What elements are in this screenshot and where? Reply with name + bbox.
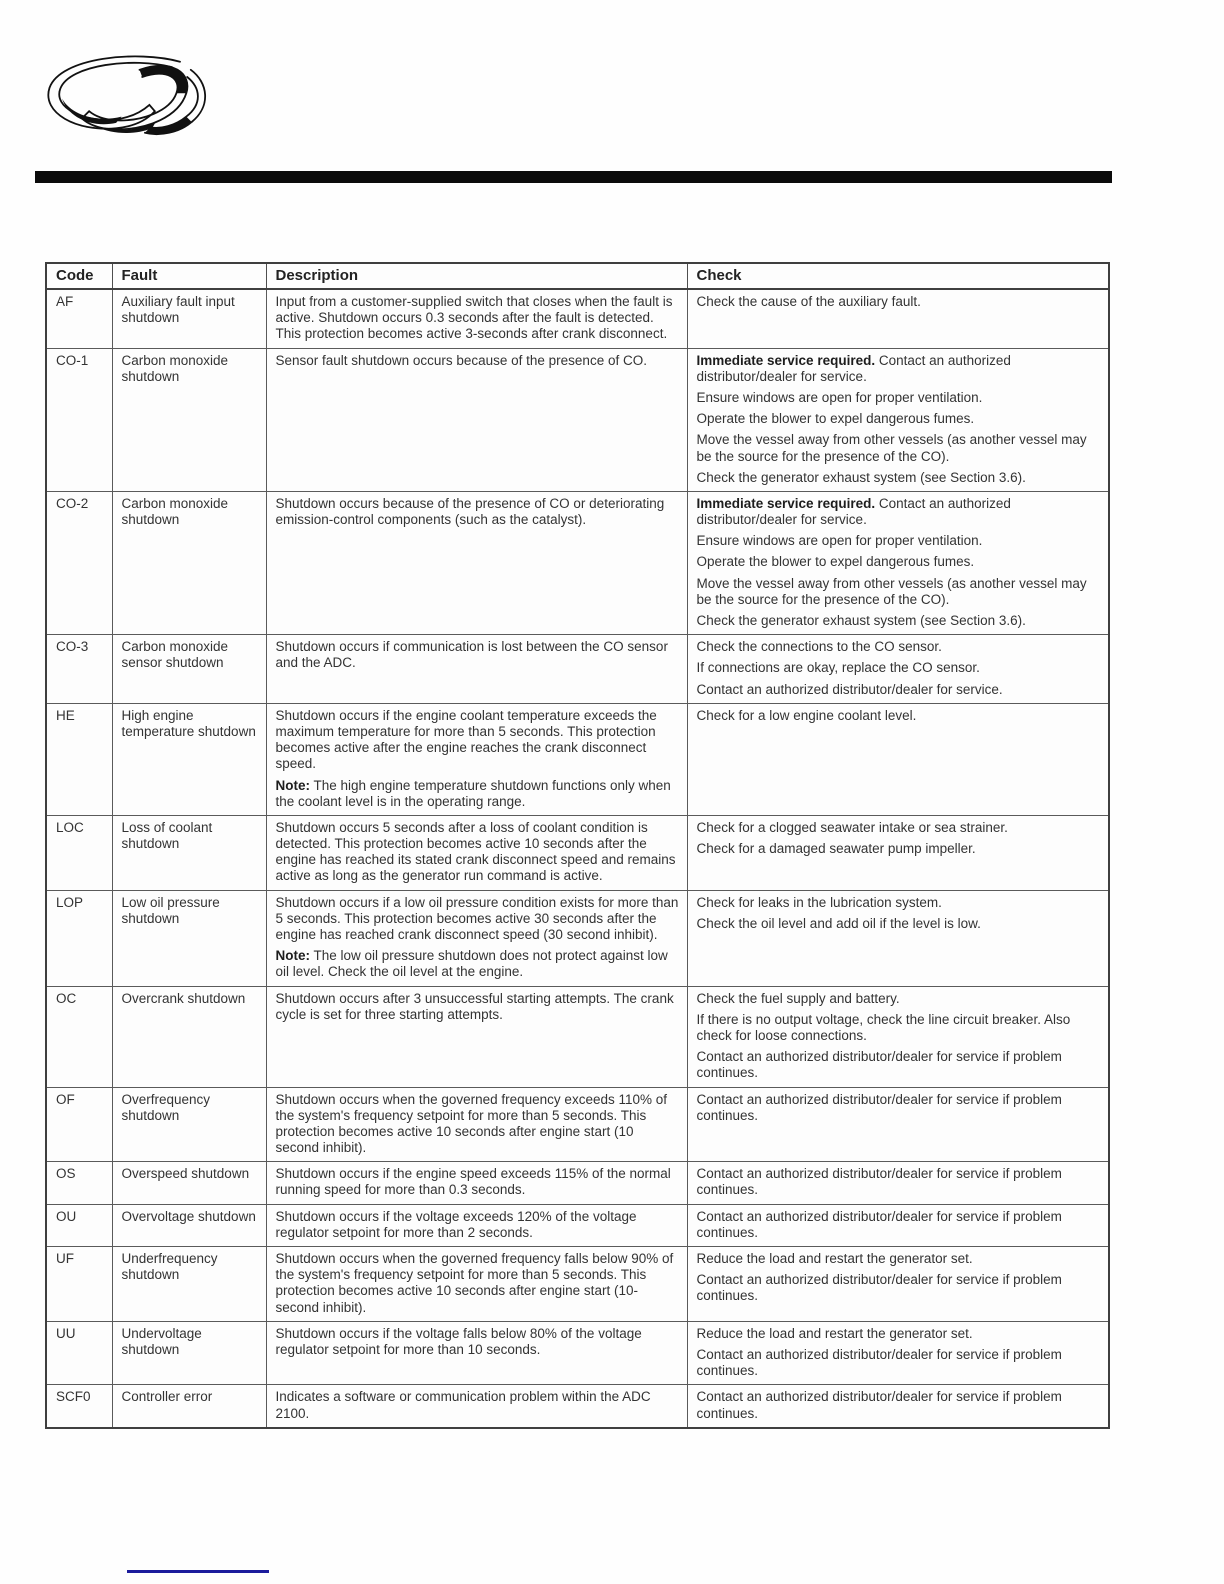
cell-paragraph: Shutdown occurs when the governed frequency falls below 90% of the system's frequency setpoint for more than 5 seconds. This protection becomes active 10 seconds after engine start (10-second inhibit).: [275, 1251, 674, 1315]
check-cell: [687, 289, 1109, 348]
fault-code-cell: CO-1: [46, 348, 112, 491]
cell-paragraph: Shutdown occurs if a low oil pressure condition exists for more than 5 seconds. This protection becomes active 30 seconds after the engine has reached crank disconnect speed (30 second inhibit).: [275, 894, 679, 942]
table-row: [46, 635, 1109, 704]
cell-paragraph: Shutdown occurs because of the presence of CO or deteriorating emission-control components (such as the catalyst).: [275, 495, 665, 528]
check-cell: [687, 635, 1109, 704]
check-cell: [687, 890, 1109, 986]
col-header-description: Description: [266, 263, 687, 289]
check-cell: [687, 491, 1109, 634]
fault-code-cell: LOP: [46, 890, 112, 986]
fault-code-table: [45, 262, 1110, 1429]
cell-paragraph: Contact an authorized distributor/dealer for service if problem continues.: [696, 1389, 1062, 1421]
check-cell: [687, 1321, 1109, 1385]
table-row: [46, 815, 1109, 890]
fault-name-cell: Carbon monoxide shutdown: [112, 491, 266, 634]
fault-code-cell: CO-2: [46, 491, 112, 634]
fault-name-cell: Overspeed shutdown: [112, 1162, 266, 1204]
cell-paragraph: If there is no output voltage, check the line circuit breaker. Also check for loose connections.: [696, 1011, 1071, 1043]
cell-paragraph: Check for a damaged seawater pump impeller.: [696, 841, 976, 857]
description-cell: [266, 1247, 687, 1322]
fault-name-cell: Overvoltage shutdown: [112, 1204, 266, 1246]
fault-name-cell: Carbon monoxide sensor shutdown: [112, 635, 266, 704]
cell-paragraph: Shutdown occurs if the engine speed exceeds 115% of the normal running speed for more than 0.3 seconds.: [275, 1166, 671, 1198]
cell-paragraph: Indicates a software or communication problem within the ADC 2100.: [275, 1389, 651, 1421]
table-row: [46, 986, 1109, 1087]
fault-name-cell: Underfrequency shutdown: [112, 1247, 266, 1322]
fault-code-cell: AF: [46, 289, 112, 348]
col-header-fault: Fault: [112, 263, 266, 289]
cell-paragraph: Check for a clogged seawater intake or sea strainer.: [696, 819, 1008, 835]
fault-code-cell: LOC: [46, 815, 112, 890]
cell-paragraph: Shutdown occurs after 3 unsuccessful starting attempts. The crank cycle is set for three starting attempts.: [275, 990, 674, 1022]
fault-code-cell: OF: [46, 1087, 112, 1162]
check-cell: [687, 1204, 1109, 1246]
cell-paragraph: Operate the blower to expel dangerous fumes.: [696, 554, 975, 570]
fault-code-cell: SCF0: [46, 1385, 112, 1428]
cell-paragraph: Check the generator exhaust system (see Section 3.6).: [696, 613, 1026, 628]
cell-paragraph: Shutdown occurs 5 seconds after a loss of coolant condition is detected. This protection becomes active 10 seconds after the engine has reached its stated crank disconnect speed and remains active as long as the generator run command is active.: [275, 819, 676, 884]
check-cell: [687, 703, 1109, 815]
fault-name-cell: Carbon monoxide shutdown: [112, 348, 266, 491]
cell-paragraph: Immediate service required. Contact an authorized distributor/dealer for service.: [696, 352, 1011, 384]
cell-paragraph: Contact an authorized distributor/dealer for service if problem continues.: [696, 1208, 1062, 1240]
brand-logo: [33, 50, 219, 140]
fault-code-cell: OU: [46, 1204, 112, 1246]
table-row: [46, 1321, 1109, 1385]
description-cell: [266, 1385, 687, 1428]
description-cell: [266, 1204, 687, 1246]
cell-paragraph: Contact an authorized distributor/dealer for service if problem continues.: [696, 1049, 1062, 1081]
fault-name-cell: Auxiliary fault input shutdown: [112, 289, 266, 348]
cell-paragraph: Shutdown occurs if the engine coolant temperature exceeds the maximum temperature for more than 5 seconds. This protection becomes active after the engine reaches the crank disconnect speed.: [275, 707, 657, 772]
fault-name-cell: Overcrank shutdown: [112, 986, 266, 1087]
col-header-code: Code: [46, 263, 112, 289]
check-cell: [687, 1087, 1109, 1162]
cell-paragraph: Contact an authorized distributor/dealer for service if problem continues.: [696, 1166, 1062, 1198]
table-row: [46, 1247, 1109, 1322]
check-cell: [687, 815, 1109, 890]
description-cell: [266, 986, 687, 1087]
fault-code-cell: CO-3: [46, 635, 112, 704]
cell-paragraph: Check the cause of the auxiliary fault.: [696, 294, 921, 309]
fault-name-cell: Undervoltage shutdown: [112, 1321, 266, 1385]
table-row: [46, 348, 1109, 491]
cell-paragraph: Check for leaks in the lubrication system.: [696, 894, 942, 910]
table-row: [46, 1087, 1109, 1162]
table-row: [46, 491, 1109, 634]
table-row: [46, 1385, 1109, 1428]
description-cell: [266, 1162, 687, 1204]
fault-name-cell: Low oil pressure shutdown: [112, 890, 266, 986]
cell-paragraph: Ensure windows are open for proper ventilation.: [696, 533, 983, 549]
cell-paragraph: Reduce the load and restart the generator set.: [696, 1251, 973, 1266]
cell-paragraph: Sensor fault shutdown occurs because of the presence of CO.: [275, 352, 647, 368]
check-cell: [687, 1385, 1109, 1428]
cell-paragraph: Shutdown occurs when the governed frequency exceeds 110% of the system's frequency setpoint for more than 5 seconds. This protection becomes active 10 seconds after engine start (10 second inhibit).: [275, 1091, 667, 1156]
cell-paragraph: Shutdown occurs if the voltage falls below 80% of the voltage regulator setpoint for more than 10 seconds.: [275, 1325, 642, 1357]
check-cell: [687, 348, 1109, 491]
description-cell: [266, 815, 687, 890]
fault-name-cell: Overfrequency shutdown: [112, 1087, 266, 1162]
table-row: [46, 703, 1109, 815]
cell-paragraph: Operate the blower to expel dangerous fumes.: [696, 411, 975, 427]
description-cell: [266, 1087, 687, 1162]
fault-name-cell: High engine temperature shutdown: [112, 703, 266, 815]
cell-paragraph: Move the vessel away from other vessels (as another vessel may be the source for the presence of the CO).: [696, 432, 1087, 464]
cell-paragraph: Contact an authorized distributor/dealer for service if problem continues.: [696, 1272, 1062, 1304]
table-row: [46, 289, 1109, 348]
cell-paragraph: Input from a customer-supplied switch that closes when the fault is active. Shutdown occurs 0.3 seconds after the fault is detected. This protection becomes active 3-seconds after crank disconnect.: [275, 294, 673, 342]
cell-paragraph: Contact an authorized distributor/dealer for service if problem continues.: [696, 1091, 1062, 1123]
cell-paragraph: Shutdown occurs if the voltage exceeds 120% of the voltage regulator setpoint for more than 2 seconds.: [275, 1208, 637, 1240]
cell-paragraph: Reduce the load and restart the generator set.: [696, 1325, 973, 1341]
fault-name-cell: Controller error: [112, 1385, 266, 1428]
fault-code-cell: HE: [46, 703, 112, 815]
cell-paragraph: If connections are okay, replace the CO sensor.: [696, 660, 980, 676]
table-row: [46, 1204, 1109, 1246]
cell-paragraph: Check the generator exhaust system (see Section 3.6).: [696, 469, 1026, 485]
fault-code-cell: UU: [46, 1321, 112, 1385]
cell-paragraph: Ensure windows are open for proper ventilation.: [696, 389, 983, 405]
col-header-check: Check: [687, 263, 1109, 289]
cell-paragraph: Note: The high engine temperature shutdown functions only when the coolant level is in the operating range.: [275, 777, 671, 809]
description-cell: [266, 635, 687, 704]
footer-link-rule: [127, 1570, 269, 1573]
cell-paragraph: Move the vessel away from other vessels (as another vessel may be the source for the presence of the CO).: [696, 575, 1087, 607]
fault-name-cell: Loss of coolant shutdown: [112, 815, 266, 890]
cell-paragraph: Check the fuel supply and battery.: [696, 990, 900, 1006]
check-cell: [687, 1162, 1109, 1204]
table-header-row: [46, 263, 1109, 289]
description-cell: [266, 1321, 687, 1385]
table-row: [46, 1162, 1109, 1204]
cell-paragraph: Contact an authorized distributor/dealer for service.: [696, 681, 1003, 697]
description-cell: [266, 703, 687, 815]
cell-paragraph: Immediate service required. Contact an authorized distributor/dealer for service.: [696, 495, 1011, 528]
description-cell: [266, 348, 687, 491]
cell-paragraph: Check the connections to the CO sensor.: [696, 639, 942, 655]
fault-code-cell: UF: [46, 1247, 112, 1322]
cell-paragraph: Shutdown occurs if communication is lost between the CO sensor and the ADC.: [275, 639, 668, 671]
fault-code-cell: OS: [46, 1162, 112, 1204]
cell-paragraph: Note: The low oil pressure shutdown does not protect against low oil level. Check the oil level at the engine.: [275, 948, 668, 980]
cell-paragraph: Contact an authorized distributor/dealer for service if problem continues.: [696, 1346, 1062, 1379]
check-cell: [687, 1247, 1109, 1322]
fault-code-cell: OC: [46, 986, 112, 1087]
brand-swoosh-logo-icon: [33, 50, 219, 140]
cell-paragraph: Check for a low engine coolant level.: [696, 707, 917, 723]
cell-paragraph: Check the oil level and add oil if the level is low.: [696, 915, 981, 931]
table-row: [46, 890, 1109, 986]
description-cell: [266, 289, 687, 348]
check-cell: [687, 986, 1109, 1087]
description-cell: [266, 491, 687, 634]
header-rule: [35, 171, 1112, 183]
description-cell: [266, 890, 687, 986]
